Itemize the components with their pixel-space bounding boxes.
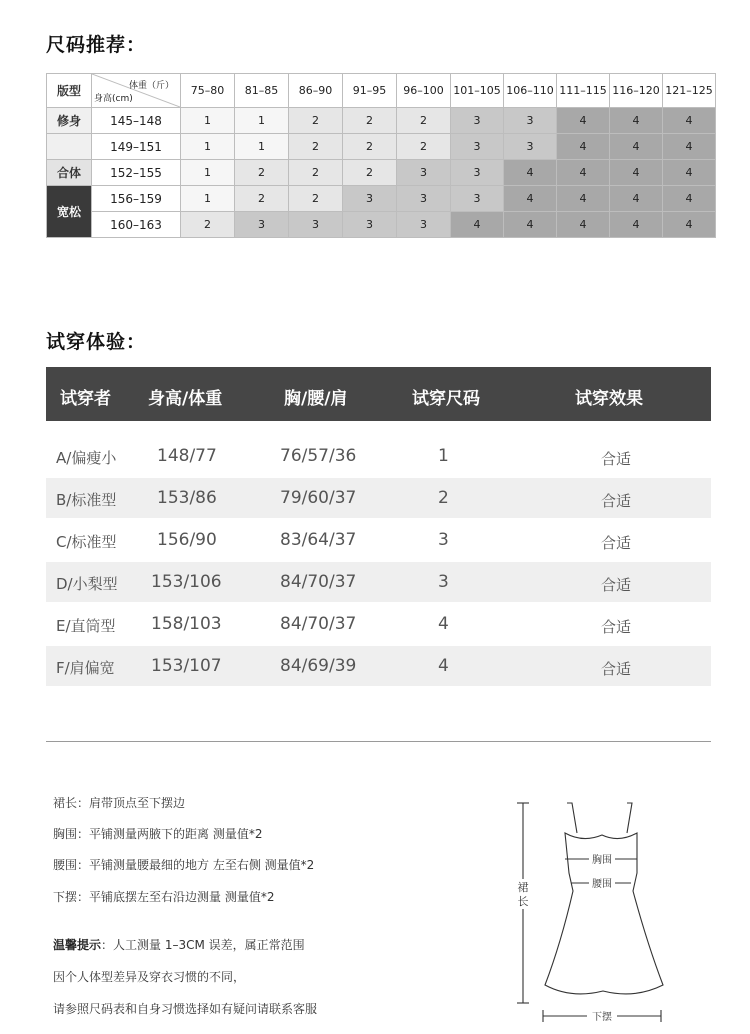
hem-label: 下摆 — [592, 1012, 612, 1023]
fitting-row — [46, 436, 711, 476]
size-cell: 4 — [557, 160, 610, 186]
height-range: 145–148 — [92, 108, 181, 134]
size-cell: 3 — [397, 212, 451, 238]
size-cell: 1 — [181, 108, 235, 134]
dress-straps-icon — [567, 803, 632, 833]
size-cell: 4 — [663, 186, 716, 212]
fit-type-regular: 合体 — [47, 160, 92, 186]
note-length: 裙长：肩带顶点至下摆边 — [53, 796, 186, 810]
tester-measurements: 83/64/37 — [280, 530, 357, 550]
size-cell: 1 — [181, 186, 235, 212]
height-range: 156–159 — [92, 186, 181, 212]
header-measurements: 胸/腰/肩 — [284, 389, 348, 409]
size-cell: 4 — [610, 212, 663, 238]
tester-height-weight: 153/106 — [151, 572, 222, 592]
length-label-1: 裙 — [517, 881, 529, 894]
size-cell: 1 — [181, 134, 235, 160]
size-cell: 3 — [451, 108, 504, 134]
size-cell: 4 — [610, 186, 663, 212]
size-cell: 3 — [397, 186, 451, 212]
size-cell: 4 — [504, 212, 557, 238]
size-chart-row — [47, 186, 716, 212]
note-bust: 胸围：平铺测量两腋下的距离 测量值*2 — [53, 827, 263, 841]
tester-size: 3 — [438, 530, 449, 550]
size-cell: 4 — [504, 186, 557, 212]
fitting-table-header — [46, 367, 711, 421]
size-cell: 4 — [451, 212, 504, 238]
tester-result: 合适 — [601, 576, 632, 594]
size-cell: 3 — [451, 134, 504, 160]
weight-range-header: 111–115 — [557, 74, 610, 108]
size-cell: 2 — [343, 160, 397, 186]
tester-height-weight: 153/107 — [151, 656, 222, 676]
size-chart-row — [47, 108, 716, 134]
height-range: 149–151 — [92, 134, 181, 160]
section-divider — [46, 741, 711, 742]
header-size: 试穿尺码 — [412, 389, 480, 409]
size-cell: 2 — [343, 134, 397, 160]
size-cell: 2 — [397, 108, 451, 134]
fitting-row — [46, 646, 711, 686]
size-cell: 3 — [343, 212, 397, 238]
size-chart-row — [47, 212, 716, 238]
header-height-weight: 身高/体重 — [148, 389, 223, 409]
fitting-row — [46, 478, 711, 518]
height-range: 160–163 — [92, 212, 181, 238]
tester-result: 合适 — [601, 618, 632, 636]
weight-range-header: 101–105 — [451, 74, 504, 108]
waist-label: 腰围 — [592, 879, 612, 890]
tester-name: F/肩偏宽 — [56, 659, 115, 677]
size-cell: 4 — [663, 108, 716, 134]
tester-height-weight: 158/103 — [151, 614, 222, 634]
tester-name: D/小梨型 — [56, 575, 118, 593]
header-tester: 试穿者 — [60, 389, 111, 409]
weight-range-header: 116–120 — [610, 74, 663, 108]
note-hem: 下摆：平铺底摆左至右沿边测量 测量值*2 — [53, 890, 275, 904]
tester-size: 4 — [438, 656, 449, 676]
size-cell: 1 — [181, 160, 235, 186]
size-cell: 3 — [397, 160, 451, 186]
fitting-section-title: 试穿体验： — [46, 331, 147, 353]
size-cell: 3 — [504, 108, 557, 134]
tester-measurements: 84/69/39 — [280, 656, 357, 676]
weight-range-header: 75–80 — [181, 74, 235, 108]
size-cell: 4 — [663, 134, 716, 160]
size-chart-table — [46, 73, 716, 238]
tester-result: 合适 — [601, 492, 632, 510]
size-cell: 4 — [557, 108, 610, 134]
size-cell: 4 — [663, 160, 716, 186]
height-range: 152–155 — [92, 160, 181, 186]
size-chart-row — [47, 134, 716, 160]
weight-range-header: 91–95 — [343, 74, 397, 108]
size-cell: 3 — [504, 134, 557, 160]
size-cell: 3 — [451, 160, 504, 186]
tester-height-weight: 148/77 — [157, 446, 217, 466]
size-cell: 4 — [610, 160, 663, 186]
fitting-row — [46, 562, 711, 602]
height-axis-label: 身高(cm) — [94, 94, 133, 104]
weight-range-header: 81–85 — [235, 74, 289, 108]
fitting-row — [46, 604, 711, 644]
tester-result: 合适 — [601, 450, 632, 468]
header-result: 试穿效果 — [575, 389, 643, 409]
tip-line — [53, 936, 305, 953]
size-cell: 3 — [451, 186, 504, 212]
size-cell: 3 — [343, 186, 397, 212]
size-cell: 1 — [235, 108, 289, 134]
size-cell: 4 — [663, 212, 716, 238]
tester-measurements: 84/70/37 — [280, 614, 357, 634]
tester-name: C/标准型 — [56, 533, 117, 551]
size-cell: 2 — [343, 108, 397, 134]
tip-line-3: 请参照尺码表和自身习惯选择如有疑问请联系客服 — [53, 1002, 318, 1016]
size-section-title: 尺码推荐： — [46, 34, 147, 56]
size-chart-header-row — [47, 74, 716, 108]
tester-result: 合适 — [601, 534, 632, 552]
size-cell: 2 — [181, 212, 235, 238]
tester-size: 1 — [438, 446, 449, 466]
fitting-row — [46, 520, 711, 560]
size-cell: 2 — [235, 186, 289, 212]
note-waist: 腰围：平铺测量腰最细的地方 左至右侧 测量值*2 — [53, 858, 315, 872]
tester-height-weight: 156/90 — [157, 530, 217, 550]
dress-measurement-diagram — [505, 795, 665, 1027]
size-cell: 4 — [557, 134, 610, 160]
tester-height-weight: 153/86 — [157, 488, 217, 508]
length-label-2: 长 — [517, 895, 529, 908]
tip-label: 温馨提示 — [53, 938, 102, 952]
size-cell: 2 — [289, 108, 343, 134]
weight-range-header: 106–110 — [504, 74, 557, 108]
tester-size: 3 — [438, 572, 449, 592]
size-cell: 2 — [289, 186, 343, 212]
tester-measurements: 79/60/37 — [280, 488, 357, 508]
size-chart-row — [47, 160, 716, 186]
fit-type-header: 版型 — [47, 74, 92, 108]
tester-name: A/偏瘦小 — [56, 449, 117, 467]
fit-type-slim: 修身 — [47, 108, 92, 134]
size-cell: 3 — [235, 212, 289, 238]
size-cell: 2 — [289, 160, 343, 186]
size-cell: 4 — [610, 108, 663, 134]
size-cell: 4 — [557, 212, 610, 238]
tip-line-2: 因个人体型差异及穿衣习惯的不同， — [53, 970, 246, 984]
size-cell: 3 — [289, 212, 343, 238]
tester-size: 2 — [438, 488, 449, 508]
weight-range-header: 121–125 — [663, 74, 716, 108]
size-cell: 4 — [504, 160, 557, 186]
size-cell: 2 — [397, 134, 451, 160]
weight-range-header: 96–100 — [397, 74, 451, 108]
tester-result: 合适 — [601, 660, 632, 678]
tester-name: E/直筒型 — [56, 617, 116, 635]
tester-measurements: 76/57/36 — [280, 446, 357, 466]
tester-size: 4 — [438, 614, 449, 634]
weight-height-corner-cell — [92, 74, 181, 108]
size-cell: 4 — [610, 134, 663, 160]
fit-type-slim-cont — [47, 134, 92, 160]
weight-axis-label: 体重（斤） — [128, 81, 174, 91]
weight-range-header: 86–90 — [289, 74, 343, 108]
size-cell: 4 — [557, 186, 610, 212]
tester-name: B/标准型 — [56, 491, 117, 509]
size-cell: 2 — [289, 134, 343, 160]
fit-type-loose: 宽松 — [47, 186, 92, 238]
bust-label: 胸围 — [592, 855, 612, 866]
size-cell: 2 — [235, 160, 289, 186]
size-cell: 1 — [235, 134, 289, 160]
tip-text: ：人工测量 1–3CM 误差，属正常范围 — [101, 938, 305, 952]
tester-measurements: 84/70/37 — [280, 572, 357, 592]
